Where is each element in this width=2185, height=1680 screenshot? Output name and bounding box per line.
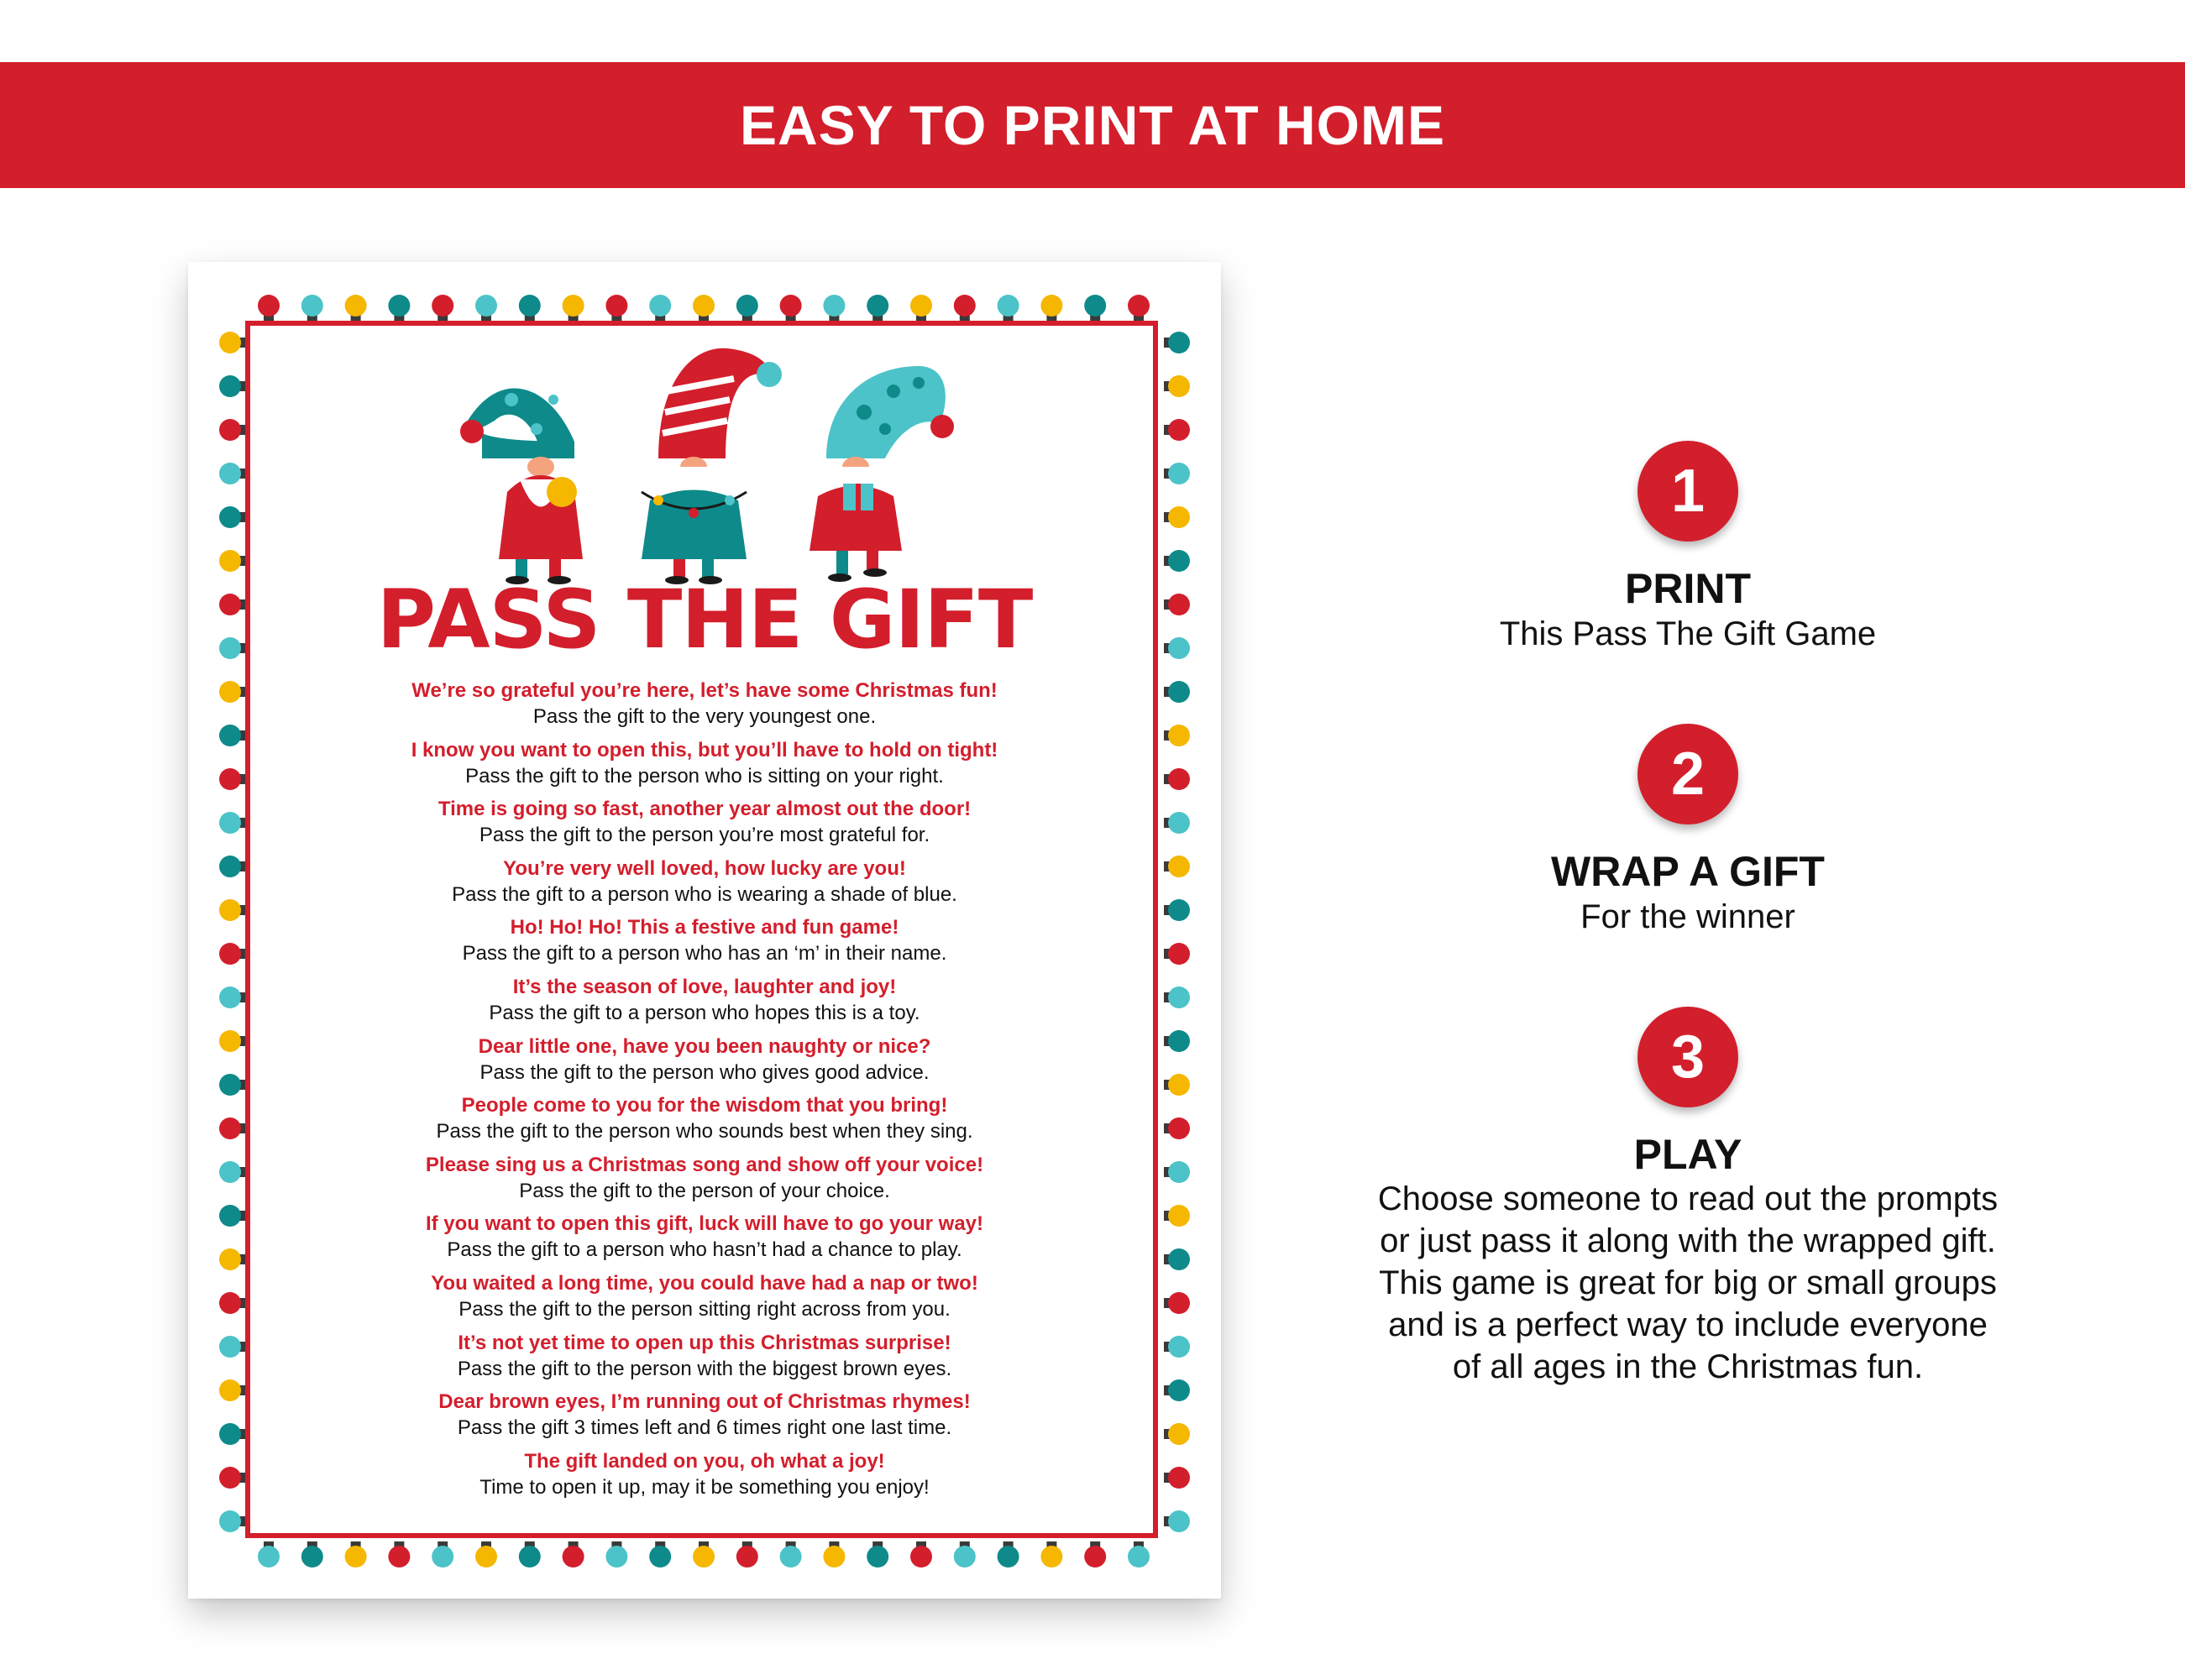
verse-rhyme: Please sing us a Christmas song and show off your voice! — [425, 1153, 984, 1176]
light-bulb-icon — [301, 295, 323, 321]
light-bulb-icon — [1164, 1423, 1190, 1445]
light-bulb-icon — [219, 856, 245, 877]
light-bulb-icon — [219, 1161, 245, 1183]
light-bulb-icon — [1164, 419, 1190, 441]
light-bulb-icon — [1164, 943, 1190, 965]
verse-rhyme: If you want to open this gift, luck will have to go your way! — [425, 1212, 984, 1236]
verse-rhyme: Dear brown eyes, I’m running out of Christmas rhymes! — [438, 1390, 971, 1414]
light-bulb-icon — [1040, 295, 1062, 321]
step-description — [1310, 1178, 2066, 1388]
light-bulb-icon — [1164, 1467, 1190, 1489]
step-number-badge: 1 — [1637, 441, 1738, 542]
light-bulb-icon — [219, 419, 245, 441]
verse-instruction: Pass the gift to the person who sounds best when they sing. — [436, 1120, 973, 1144]
light-bulb-icon — [258, 295, 280, 321]
light-bulb-icon — [519, 295, 541, 321]
verse-rhyme: Time is going so fast, another year almost out the door! — [438, 798, 972, 821]
verse-instruction: Pass the gift to the person with the biggest brown eyes. — [457, 1357, 952, 1380]
light-bulb-icon — [1164, 1117, 1190, 1139]
light-bulb-icon — [954, 1541, 976, 1567]
light-bulb-icon — [219, 725, 245, 746]
light-bulb-icon — [954, 295, 976, 321]
verse-instruction: Pass the gift to the very youngest one. — [532, 705, 877, 728]
light-bulb-icon — [1084, 1541, 1106, 1567]
description-line: and is a perfect way to include everyone — [1388, 1306, 1988, 1343]
light-bulb-icon — [1164, 1205, 1190, 1227]
light-bulb-icon — [736, 1541, 758, 1567]
light-bulb-icon — [219, 1248, 245, 1270]
light-bulb-icon — [219, 1030, 245, 1052]
verse-rhyme: I know you want to open this, but you’ll have to hold on tight! — [411, 738, 998, 761]
light-bulb-icon — [1164, 987, 1190, 1008]
light-bulb-icon — [219, 987, 245, 1008]
light-bulb-icon — [1164, 375, 1190, 397]
verse-list — [264, 678, 1145, 1507]
light-bulb-icon — [1164, 1248, 1190, 1270]
step-title: PLAY — [1633, 1131, 1742, 1178]
light-bulb-icon — [1164, 1292, 1190, 1314]
light-bulb-icon — [219, 550, 245, 572]
verse-rhyme: Dear little one, have you been naughty or nice? — [478, 1034, 931, 1058]
light-bulb-icon — [388, 1541, 410, 1567]
step-number-badge: 2 — [1637, 724, 1738, 824]
description-line: or just pass it along with the wrapped gift. — [1380, 1222, 1996, 1259]
light-bulb-icon — [219, 812, 245, 834]
step-print — [1310, 441, 2066, 656]
light-bulb-icon — [1164, 506, 1190, 528]
light-bulb-icon — [219, 375, 245, 397]
verse-item — [264, 914, 1145, 974]
light-bulb-icon — [736, 295, 758, 321]
light-bulb-icon — [998, 295, 1019, 321]
light-bulb-icon — [219, 899, 245, 921]
light-bulb-icon — [219, 1205, 245, 1227]
light-bulb-icon — [345, 1541, 367, 1567]
light-bulb-icon — [1128, 295, 1150, 321]
printable-sheet — [188, 262, 1221, 1599]
light-bulb-icon — [219, 768, 245, 790]
verse-instruction: Pass the gift to the person sitting right across from you. — [458, 1297, 951, 1321]
verse-rhyme: You’re very well loved, how lucky are you! — [503, 856, 906, 880]
light-bulb-icon — [693, 1541, 715, 1567]
light-bulb-icon — [649, 295, 671, 321]
verse-item — [264, 856, 1145, 915]
verse-instruction: Pass the gift to the person of your choice. — [519, 1179, 890, 1202]
verse-instruction: Pass the gift to the person you’re most grateful for. — [479, 824, 930, 847]
light-bulb-icon — [693, 295, 715, 321]
verse-item — [264, 1152, 1145, 1212]
light-bulb-icon — [605, 1541, 627, 1567]
light-bulb-icon — [388, 295, 410, 321]
gnome-middle-icon — [642, 348, 782, 584]
light-bulb-icon — [1164, 1161, 1190, 1183]
light-bulb-icon — [1164, 1379, 1190, 1401]
step-wrap-gift — [1310, 724, 2066, 939]
light-bulb-icon — [219, 1074, 245, 1096]
light-bulb-icon — [219, 681, 245, 703]
light-bulb-icon — [1164, 812, 1190, 834]
light-bulb-icon — [649, 1541, 671, 1567]
verse-item — [264, 796, 1145, 856]
verse-instruction: Pass the gift to the person who is sitting on your right. — [465, 764, 944, 788]
verse-item — [264, 678, 1145, 737]
light-bulb-icon — [1040, 1541, 1062, 1567]
light-bulb-icon — [219, 1423, 245, 1445]
verse-instruction: Pass the gift to a person who hasn’t had a chance to play. — [447, 1238, 962, 1262]
light-bulb-icon — [823, 1541, 845, 1567]
verse-rhyme: It’s not yet time to open up this Christmas surprise! — [458, 1331, 951, 1354]
step-title: WRAP A GIFT — [1551, 848, 1825, 895]
light-bulb-icon — [867, 1541, 888, 1567]
verse-instruction: Pass the gift 3 times left and 6 times right one last time. — [457, 1416, 952, 1440]
verse-instruction: Time to open it up, may it be something you enjoy! — [479, 1475, 930, 1499]
light-bulb-icon — [1164, 1510, 1190, 1532]
verse-item — [264, 1092, 1145, 1152]
description-line: This game is great for big or small groups — [1379, 1264, 1997, 1301]
light-bulb-icon — [1164, 681, 1190, 703]
light-bulb-icon — [219, 1292, 245, 1314]
verse-rhyme: People come to you for the wisdom that you bring! — [461, 1094, 948, 1117]
light-bulb-icon — [1164, 1336, 1190, 1358]
verse-instruction: Pass the gift to a person who has an ‘m’ in their name. — [462, 942, 947, 966]
banner-title: EASY TO PRINT AT HOME — [740, 94, 1445, 156]
verse-item — [264, 1211, 1145, 1270]
light-bulb-icon — [475, 1541, 497, 1567]
light-bulb-icon — [219, 1117, 245, 1139]
light-bulb-icon — [475, 295, 497, 321]
light-bulb-icon — [219, 506, 245, 528]
verse-instruction: Pass the gift to a person who is wearing a shade of blue. — [452, 882, 957, 906]
verse-item — [264, 1270, 1145, 1330]
light-bulb-icon — [1164, 1074, 1190, 1096]
verse-item — [264, 737, 1145, 797]
verse-item — [264, 1389, 1145, 1448]
step-subtitle: For the winner — [1580, 898, 1795, 935]
verse-instruction: Pass the gift to a person who hopes this is a toy. — [489, 1001, 920, 1024]
description-line: of all ages in the Christmas fun. — [1452, 1348, 1924, 1385]
step-play — [1310, 1007, 2066, 1388]
light-bulb-icon — [1128, 1541, 1150, 1567]
step-title: PRINT — [1625, 565, 1751, 612]
light-bulb-icon — [1164, 1030, 1190, 1052]
light-bulb-icon — [219, 943, 245, 965]
light-bulb-icon — [432, 295, 453, 321]
step-number-badge: 3 — [1637, 1007, 1738, 1107]
light-bulb-icon — [519, 1541, 541, 1567]
light-bulb-icon — [219, 1510, 245, 1532]
verse-item — [264, 1034, 1145, 1093]
light-bulb-icon — [910, 1541, 932, 1567]
gnomes-illustration — [448, 332, 969, 584]
verse-instruction: Pass the gift to the person who gives good advice. — [479, 1060, 930, 1084]
light-bulb-icon — [219, 332, 245, 353]
light-bulb-icon — [823, 295, 845, 321]
light-bulb-icon — [219, 1379, 245, 1401]
light-bulb-icon — [563, 295, 584, 321]
verse-item — [264, 1448, 1145, 1508]
gnome-left-icon — [460, 388, 583, 584]
light-bulb-icon — [1164, 550, 1190, 572]
verse-rhyme: You waited a long time, you could have had a nap or two! — [431, 1271, 978, 1295]
step-subtitle: This Pass The Gift Game — [1499, 615, 1877, 652]
light-bulb-icon — [219, 463, 245, 484]
verse-rhyme: We’re so grateful you’re here, let’s have some Christmas fun! — [411, 679, 998, 702]
verse-rhyme: Ho! Ho! Ho! This a festive and fun game! — [510, 916, 899, 939]
description-line: Choose someone to read out the prompts — [1377, 1180, 1999, 1217]
light-bulb-icon — [1164, 899, 1190, 921]
verse-item — [264, 1330, 1145, 1390]
light-bulb-icon — [867, 295, 888, 321]
verse-item — [264, 974, 1145, 1034]
light-bulb-icon — [605, 295, 627, 321]
light-bulb-icon — [1164, 768, 1190, 790]
light-bulb-icon — [219, 1467, 245, 1489]
verse-rhyme: It’s the season of love, laughter and joy! — [512, 975, 897, 998]
top-banner — [0, 62, 2185, 188]
light-bulb-icon — [1084, 295, 1106, 321]
light-bulb-icon — [910, 295, 932, 321]
light-bulb-icon — [301, 1541, 323, 1567]
light-bulb-icon — [1164, 463, 1190, 484]
light-bulb-icon — [1164, 725, 1190, 746]
verse-rhyme: The gift landed on you, oh what a joy! — [524, 1449, 885, 1473]
light-bulb-icon — [1164, 856, 1190, 877]
light-bulb-icon — [432, 1541, 453, 1567]
gnome-right-icon — [810, 366, 954, 582]
light-bulb-icon — [780, 295, 802, 321]
light-bulb-icon — [998, 1541, 1019, 1567]
light-bulb-icon — [345, 295, 367, 321]
light-bulb-icon — [258, 1541, 280, 1567]
light-bulb-icon — [563, 1541, 584, 1567]
light-bulb-icon — [219, 1336, 245, 1358]
light-bulb-icon — [1164, 332, 1190, 353]
light-bulb-icon — [780, 1541, 802, 1567]
sheet-title: PASS THE GIFT — [376, 573, 1033, 667]
